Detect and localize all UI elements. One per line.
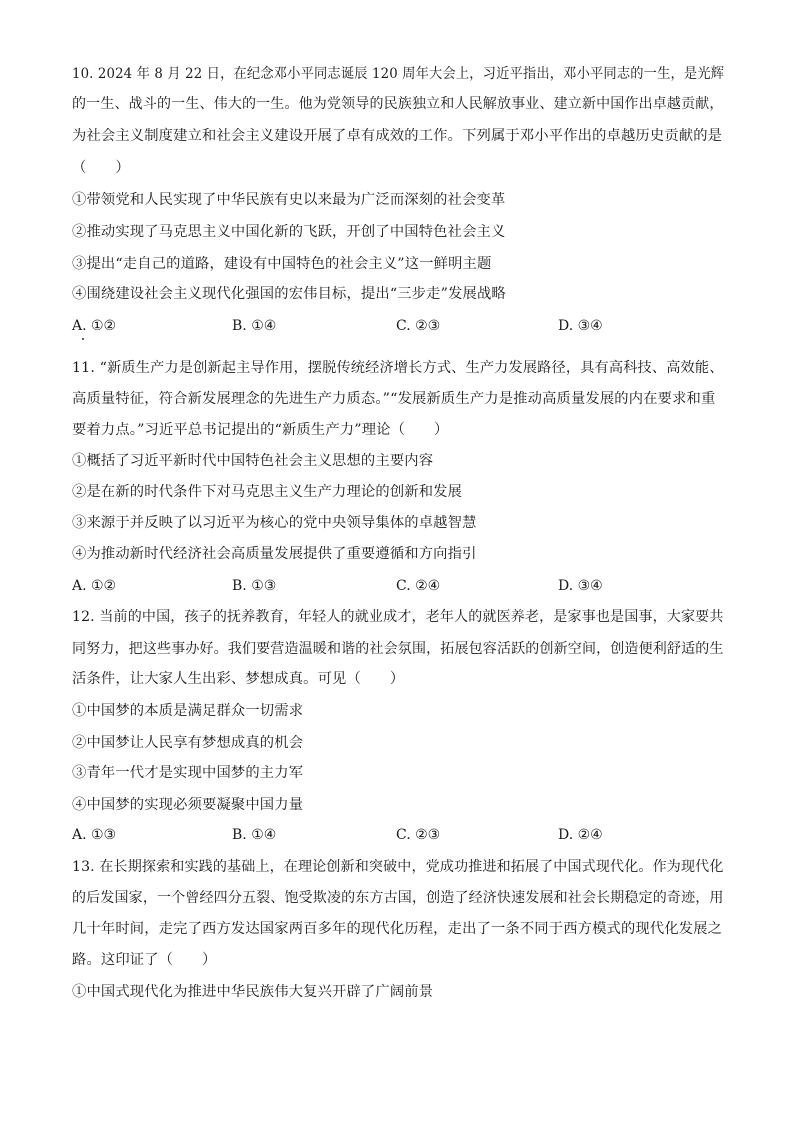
option-b: B. ①④: [232, 827, 277, 843]
question-stem-line: 12. 当前的中国，孩子的抚养教育，年轻人的就业成才，老年人的就医养老，是家事也是国事，大家要共: [72, 609, 724, 625]
question-stem-line: 活条件，让大家人生出彩、梦想成真。可见（ ）: [72, 671, 405, 687]
question-stem-line: 几十年时间，走完了西方发达国家两百多年的现代化历程，走出了一条不同于西方模式的现代化发展之: [72, 921, 723, 937]
question-stem-line: 13. 在长期探索和实践的基础上，在理论创新和突破中，党成功推进和拓展了中国式现代化。作为现代化: [72, 859, 724, 875]
question-stem-line: 10. 2024 年 8 月 22 日，在纪念邓小平同志诞辰 120 周年大会上，习近平指出，邓小平同志的一生，是光辉: [72, 66, 725, 82]
option-b: B. ①④: [232, 318, 277, 334]
question-stem-line: 为社会主义制度建立和社会主义建设开展了卓有成效的工作。下列属于邓小平作出的卓越历史贡献的是: [72, 128, 723, 144]
option-d: D. ③④: [558, 318, 603, 334]
question-stem-line: 路。这印证了（ ）: [72, 952, 217, 968]
question-stem-line: 的一生、战斗的一生、伟大的一生。他为党领导的民族独立和人民解放事业、建立新中国作出卓越贡献，: [72, 96, 724, 112]
statement-item: ②中国梦让人民享有梦想成真的机会: [72, 735, 304, 751]
option-c: C. ②④: [396, 578, 441, 594]
statement-item: ①中国式现代化为推进中华民族伟大复兴开辟了广阔前景: [72, 984, 434, 1000]
statement-item: ①概括了习近平新时代中国特色社会主义思想的主要内容: [72, 453, 434, 469]
option-c: C. ②③: [396, 827, 441, 843]
stray-dot: [82, 338, 84, 340]
option-d: D. ②④: [558, 827, 603, 843]
question-stem-line: （ ）: [72, 160, 130, 176]
statement-item: ④为推动新时代经济社会高质量发展提供了重要遵循和方向指引: [72, 546, 477, 562]
question-stem-line: 11. “新质生产力是创新起主导作用，摆脱传统经济增长方式、生产力发展路径，具有高科技、高效能、: [72, 360, 724, 376]
statement-item: ①带领党和人民实现了中华民族有史以来最为广泛而深刻的社会变革: [72, 192, 506, 208]
option-c: C. ②③: [396, 318, 441, 334]
option-d: D. ③④: [558, 578, 603, 594]
statement-item: ③来源于并反映了以习近平为核心的党中央领导集体的卓越智慧: [72, 515, 477, 531]
option-a: A. ①②: [72, 318, 117, 334]
option-a: A. ①②: [72, 578, 117, 594]
question-stem-line: 高质量特征，符合新发展理念的先进生产力质态。”“发展新质生产力是推动高质量发展的内在要求和重: [72, 391, 716, 407]
statement-item: ②推动实现了马克思主义中国化新的飞跃，开创了中国特色社会主义: [72, 224, 506, 240]
question-stem-line: 要着力点。”习近平总书记提出的“新质生产力”理论（ ）: [72, 422, 449, 438]
statement-item: ①中国梦的本质是满足群众一切需求: [72, 703, 304, 719]
question-stem-line: 的后发国家，一个曾经四分五裂、饱受欺凌的东方古国，创造了经济快速发展和社会长期稳定的奇迹，用: [72, 890, 724, 906]
statement-item: ②是在新的时代条件下对马克思主义生产力理论的创新和发展: [72, 484, 463, 500]
statement-item: ③青年一代才是实现中国梦的主力军: [72, 765, 304, 781]
statement-item: ④围绕建设社会主义现代化强国的宏伟目标，提出“三步走”发展战略: [72, 286, 506, 302]
option-b: B. ①③: [232, 578, 277, 594]
option-a: A. ①③: [72, 827, 117, 843]
statement-item: ③提出“走自己的道路，建设有中国特色的社会主义”这一鲜明主题: [72, 256, 492, 272]
question-stem-line: 同努力，把这些事办好。我们要营造温暖和谐的社会氛围，拓展包容活跃的创新空间，创造便利舒适的生: [72, 641, 724, 657]
statement-item: ④中国梦的实现必须要凝聚中国力量: [72, 797, 304, 813]
